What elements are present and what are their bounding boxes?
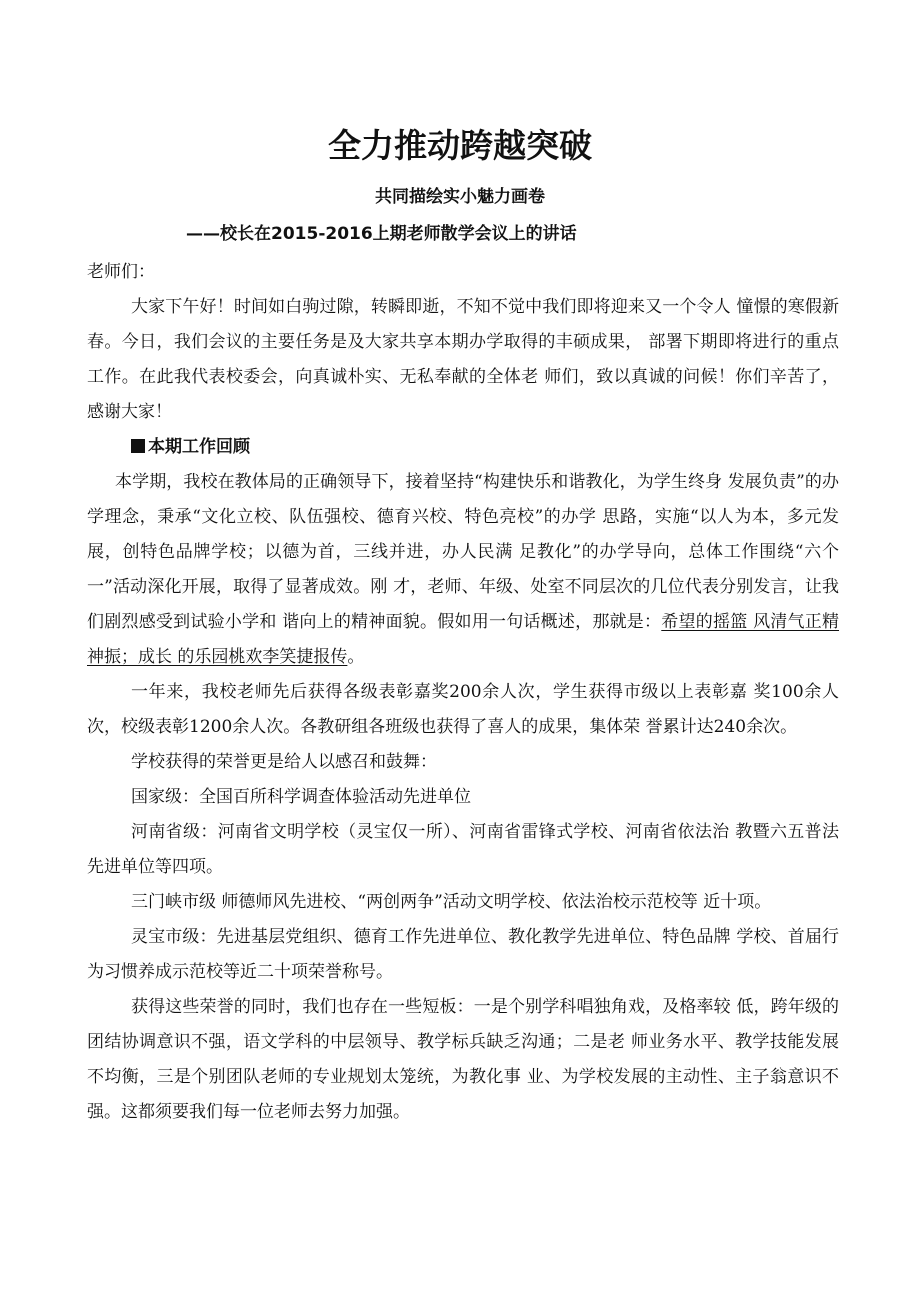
paragraph-review-main: 本学期，我校在教体局的正确领导下，接着坚持“构建快乐和谐教化，为学生终身 发展负责”的办学理念，秉承“文化立校、队伍强校、德育兴校、特色亮校”的办学 思路，实施“以人为本，多元发展，创特色品牌学校；以德为首，三线并进，办人民满 足教化”的办学导向，总体工作围绕“六个一”活动深化开展，取得了显著成效。刚 才，老师、年级、处室不同层次的几位代表分别发言，让我们剧烈感受到试验小学和 谐向上的精神面貌。假如用一句话概述，那就是： bbox=[87, 472, 839, 632]
paragraph-review bbox=[87, 465, 839, 675]
document-subtitle: 共同描绘实小魅力画卷 bbox=[375, 187, 545, 207]
paragraph-city-level: 三门峡市级 师德师风先进校、“两创两争”活动文明学校、依法治校示范校等 近十项。 bbox=[131, 892, 772, 912]
paragraph-awards-summary: 一年来，我校老师先后获得各级表彰嘉奖200余人次，学生获得市级以上表彰嘉 奖100余人次，校级表彰1200余人次。各教研组各班级也获得了喜人的成果，集体荣 誉累计达240余次。 bbox=[87, 682, 839, 737]
section-heading bbox=[131, 430, 839, 465]
paragraph-review-underlined: 希望的摇篮 风清气正精神振；成长 的乐园桃欢李笑捷报传 bbox=[87, 612, 840, 667]
paragraph-county-level: 灵宝市级：先进基层党组织、德育工作先进单位、教化教学先进单位、特色品牌 学校、首届行为习惯养成示范校等近二十项荣誉称号。 bbox=[87, 927, 839, 982]
document-title: 全力推动跨越突破 bbox=[328, 126, 592, 165]
paragraph-national-level: 国家级：全国百所科学调查体验活动先进单位 bbox=[131, 787, 471, 807]
paragraph-opening: 大家下午好！时间如白驹过隙，转瞬即逝，不知不觉中我们即将迎来又一个令人 憧憬的寒假新春。今日，我们会议的主要任务是及大家共享本期办学取得的丰硕成果， 部署下期即将进行的重点工作。在此我代表校委会，向真诚朴实、无私奉献的全体老 师们，致以真诚的问候！你们辛苦了，感谢大家！ bbox=[87, 297, 839, 422]
paragraph-shortcomings: 获得这些荣誉的同时，我们也存在一些短板：一是个别学科唱独角戏，及格率较 低，跨年级的团结协调意识不强，语文学科的中层领导、教学标兵缺乏沟通；二是老 师业务水平、教学技能发展不均衡，三是个别团队老师的专业规划太笼统，为教化事 业、为学校发展的主动性、主子翁意识不强。这都须要我们每一位老师去努力加强。 bbox=[87, 997, 839, 1122]
section-heading-text: 本期工作回顾 bbox=[148, 437, 250, 457]
paragraph-honors-intro: 学校获得的荣誉更是给人以感召和鼓舞： bbox=[131, 752, 437, 772]
document-body bbox=[87, 255, 839, 1130]
document-byline: ——校长在2015-2016上期老师散学会议上的讲话 bbox=[186, 224, 577, 244]
paragraph-province-level: 河南省级：河南省文明学校（灵宝仅一所）、河南省雷锋式学校、河南省依法治 教暨六五普法先进单位等四项。 bbox=[87, 822, 839, 877]
paragraph-review-end: 。 bbox=[347, 647, 365, 667]
greeting: 老师们： bbox=[87, 262, 155, 282]
black-square-icon bbox=[131, 439, 145, 453]
